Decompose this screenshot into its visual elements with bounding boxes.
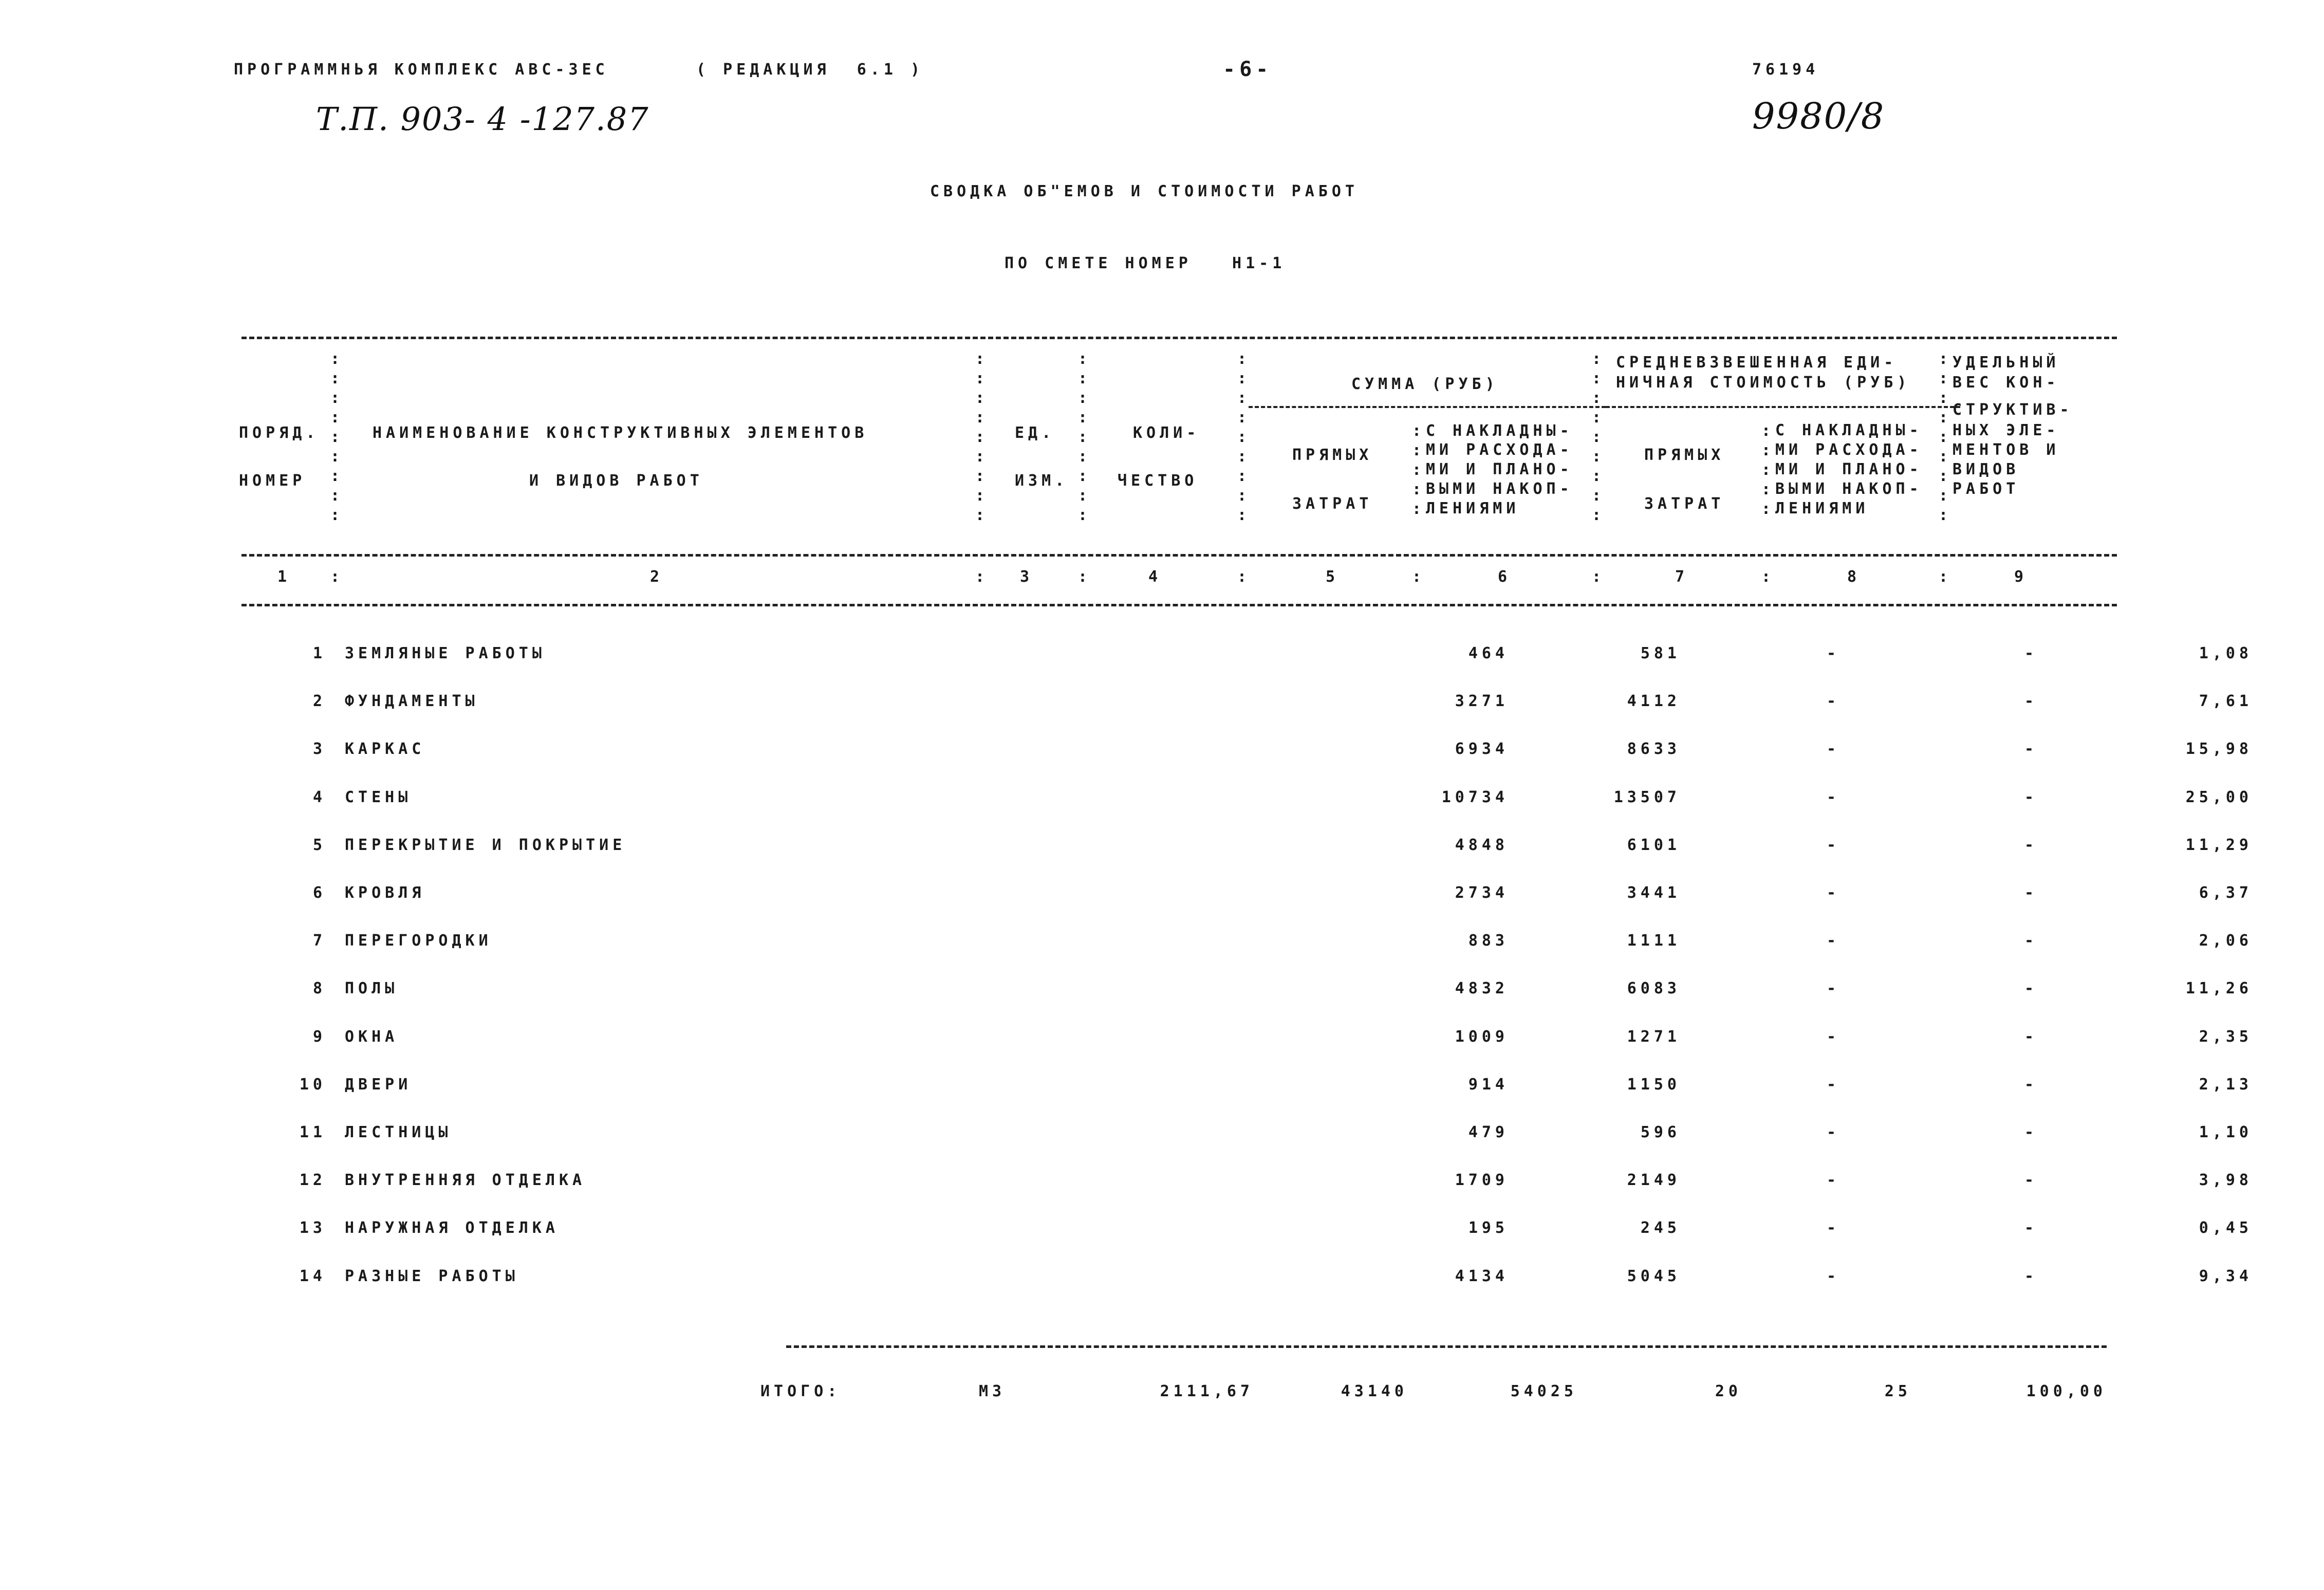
row-with-overheads: 581 — [1640, 644, 1681, 663]
row-avg-overheads: - — [2024, 644, 2038, 663]
header-c9-line5: МЕНТОВ И — [1953, 441, 2060, 459]
colnum-5: 5 — [1326, 568, 1340, 586]
row-avg-overheads: - — [2024, 1027, 2038, 1046]
row-name: ДВЕРИ — [345, 1075, 412, 1094]
colnum-4: 4 — [1148, 568, 1162, 586]
row-direct-costs: 4848 — [1455, 836, 1509, 854]
table-row — [226, 917, 2253, 965]
row-avg-overheads: - — [2024, 979, 2038, 998]
row-name: ВНУТРЕННЯЯ ОТДЕЛКА — [345, 1171, 586, 1190]
table-row — [226, 1156, 2253, 1204]
table-row — [226, 965, 2253, 1012]
header-group-sum: СУММА (РУБ) — [1351, 375, 1499, 393]
table-row — [226, 725, 2253, 773]
total-share: 100,00 — [2026, 1382, 2107, 1400]
table-row — [226, 1061, 2253, 1108]
row-share: 2,13 — [2199, 1075, 2253, 1094]
rule-group2 — [1606, 406, 1960, 408]
handwritten-sheet-number: 9980/8 — [1752, 95, 1885, 137]
colnum-1: 1 — [277, 568, 291, 586]
row-with-overheads: 6101 — [1627, 836, 1681, 854]
handwritten-project-number: Т.П. 903- 4 -127.87 — [316, 100, 649, 138]
row-direct-costs: 1709 — [1455, 1171, 1509, 1190]
row-direct-costs: 195 — [1468, 1219, 1509, 1237]
row-share: 1,08 — [2199, 644, 2253, 663]
row-avg-direct: - — [1826, 979, 1840, 998]
header-c6-line5: ЛЕНИЯМИ — [1426, 500, 1520, 517]
total-quantity: 2111,67 — [1160, 1382, 1254, 1400]
row-direct-costs: 10734 — [1441, 788, 1509, 806]
row-name: ПОЛЫ — [345, 979, 399, 998]
header-c8-line1: С НАКЛАДНЫ- — [1775, 421, 1923, 439]
row-direct-costs: 464 — [1468, 644, 1509, 663]
colnum-9: 9 — [2014, 568, 2028, 586]
document-code: 76194 — [1752, 61, 1819, 79]
row-share: 2,06 — [2199, 932, 2253, 950]
table-row — [226, 1108, 2253, 1156]
header-c2-line1: НАИМЕНОВАНИЕ КОНСТРУКТИВНЫХ ЭЛЕМЕНТОВ — [373, 424, 868, 442]
header-c5-line1: ПРЯМЫХ — [1292, 446, 1373, 464]
separator-col7: : : : : : — [1761, 422, 1771, 518]
colnum-sep: : — [1412, 568, 1422, 586]
row-share: 1,10 — [2199, 1123, 2253, 1141]
separator-col1: : : : : : : : : : — [330, 350, 340, 524]
row-number: 7 — [312, 932, 326, 950]
header-c9-line6: ВИДОВ — [1953, 460, 2020, 478]
row-avg-direct: - — [1826, 644, 1840, 663]
row-avg-overheads: - — [2024, 692, 2038, 711]
row-name: ОКНА — [345, 1027, 399, 1046]
row-number: 3 — [312, 740, 326, 759]
row-share: 11,26 — [2185, 979, 2253, 998]
header-c2-line2: И ВИДОВ РАБОТ — [529, 472, 703, 490]
header-group-avg-line1: СРЕДНЕВЗВЕШЕННАЯ ЕДИ- — [1616, 354, 1898, 372]
row-avg-overheads: - — [2024, 1267, 2038, 1285]
colnum-sep: : — [1761, 568, 1771, 586]
row-with-overheads: 1111 — [1627, 932, 1681, 950]
header-c1-line1: ПОРЯД. — [239, 424, 320, 442]
colnum-sep: : — [330, 568, 340, 586]
row-number: 2 — [312, 692, 326, 711]
row-direct-costs: 4134 — [1455, 1267, 1509, 1285]
row-share: 6,37 — [2199, 884, 2253, 902]
row-number: 5 — [312, 836, 326, 854]
header-c3-line1: ЕД. — [1015, 424, 1055, 442]
rule-header-bottom — [241, 554, 2117, 557]
row-avg-direct: - — [1826, 1123, 1840, 1141]
row-avg-overheads: - — [2024, 1075, 2038, 1094]
row-number: 6 — [312, 884, 326, 902]
total-unit: М3 — [979, 1382, 1006, 1400]
header-c9-line3: СТРУКТИВ- — [1953, 401, 2073, 419]
row-number: 13 — [299, 1219, 326, 1237]
row-avg-overheads: - — [2024, 836, 2038, 854]
row-number: 12 — [299, 1171, 326, 1190]
row-with-overheads: 596 — [1640, 1123, 1681, 1141]
header-c8-line2: МИ РАСХОДА- — [1775, 441, 1923, 459]
edition: ( РЕДАКЦИЯ 6.1 ) — [696, 61, 924, 79]
row-avg-direct: - — [1826, 1267, 1840, 1285]
row-direct-costs: 914 — [1468, 1075, 1509, 1094]
colnum-3: 3 — [1020, 568, 1034, 586]
row-share: 25,00 — [2185, 788, 2253, 806]
row-avg-overheads: - — [2024, 1123, 2038, 1141]
colnum-2: 2 — [650, 568, 664, 586]
row-avg-overheads: - — [2024, 932, 2038, 950]
table-row — [226, 869, 2253, 917]
rule-total — [786, 1345, 2107, 1348]
header-c9-line2: ВЕС КОН- — [1953, 374, 2060, 392]
row-name: НАРУЖНАЯ ОТДЕЛКА — [345, 1219, 559, 1237]
table-row — [226, 1013, 2253, 1061]
row-direct-costs: 4832 — [1455, 979, 1509, 998]
header-c6-line3: МИ И ПЛАНО- — [1426, 460, 1573, 478]
table-row — [226, 630, 2253, 677]
data-table-body — [226, 630, 2253, 1300]
row-name: ПЕРЕКРЫТИЕ И ПОКРЫТИЕ — [345, 836, 626, 854]
table-row — [226, 1204, 2253, 1252]
row-share: 3,98 — [2199, 1171, 2253, 1190]
header-c4-line1: КОЛИ- — [1133, 424, 1200, 442]
row-with-overheads: 13507 — [1613, 788, 1681, 806]
rule-numbers-bottom — [241, 604, 2117, 606]
row-name: СТЕНЫ — [345, 788, 412, 806]
row-avg-overheads: - — [2024, 1219, 2038, 1237]
row-with-overheads: 245 — [1640, 1219, 1681, 1237]
row-direct-costs: 3271 — [1455, 692, 1509, 711]
total-avg-direct: 20 — [1715, 1382, 1742, 1400]
header-c4-line2: ЧЕСТВО — [1118, 472, 1198, 490]
row-share: 9,34 — [2199, 1267, 2253, 1285]
header-c9-line4: НЫХ ЭЛЕ- — [1953, 421, 2060, 439]
header-c8-line5: ЛЕНИЯМИ — [1775, 500, 1869, 517]
row-avg-direct: - — [1826, 1171, 1840, 1190]
row-avg-overheads: - — [2024, 884, 2038, 902]
row-number: 1 — [312, 644, 326, 663]
row-with-overheads: 8633 — [1627, 740, 1681, 759]
rule-top — [241, 337, 2117, 339]
row-direct-costs: 1009 — [1455, 1027, 1509, 1046]
row-number: 10 — [299, 1075, 326, 1094]
row-avg-direct: - — [1826, 1219, 1840, 1237]
header-c8-line3: МИ И ПЛАНО- — [1775, 460, 1923, 478]
separator-col2: : : : : : : : : : — [975, 350, 985, 524]
row-number: 8 — [312, 979, 326, 998]
row-name: ЛЕСТНИЦЫ — [345, 1123, 452, 1141]
row-with-overheads: 1150 — [1627, 1075, 1681, 1094]
row-name: РАЗНЫЕ РАБОТЫ — [345, 1267, 519, 1285]
row-name: ЗЕМЛЯНЫЕ РАБОТЫ — [345, 644, 546, 663]
row-share: 0,45 — [2199, 1219, 2253, 1237]
colnum-sep: : — [1078, 568, 1088, 586]
header-c9-line1: УДЕЛЬНЫЙ — [1953, 354, 2060, 372]
report-title: СВОДКА ОБ"ЕМОВ И СТОИМОСТИ РАБОТ — [930, 182, 1359, 200]
report-subtitle: ПО СМЕТЕ НОМЕР Н1-1 — [1005, 254, 1286, 272]
header-c9-line7: РАБОТ — [1953, 480, 2020, 498]
row-number: 14 — [299, 1267, 326, 1285]
header-c6-line1: С НАКЛАДНЫ- — [1426, 422, 1573, 440]
row-with-overheads: 6083 — [1627, 979, 1681, 998]
total-with-overheads: 54025 — [1510, 1382, 1577, 1400]
row-avg-direct: - — [1826, 932, 1840, 950]
header-c5-line2: ЗАТРАТ — [1292, 495, 1373, 513]
row-with-overheads: 5045 — [1627, 1267, 1681, 1285]
header-c7-line2: ЗАТРАТ — [1644, 495, 1725, 513]
row-name: КАРКАС — [345, 740, 425, 759]
colnum-sep: : — [1237, 568, 1247, 586]
header-c6-line2: МИ РАСХОДА- — [1426, 441, 1573, 459]
row-direct-costs: 479 — [1468, 1123, 1509, 1141]
row-avg-direct: - — [1826, 692, 1840, 711]
row-direct-costs: 2734 — [1455, 884, 1509, 902]
header-c3-line2: ИЗМ. — [1015, 472, 1069, 490]
table-row — [226, 1252, 2253, 1300]
row-avg-direct: - — [1826, 788, 1840, 806]
total-label: ИТОГО: — [760, 1382, 841, 1400]
row-number: 11 — [299, 1123, 326, 1141]
row-with-overheads: 1271 — [1627, 1027, 1681, 1046]
header-group-avg-line2: НИЧНАЯ СТОИМОСТЬ (РУБ) — [1616, 374, 1911, 392]
program-name: ПРОГРАММНЬЯ КОМПЛЕКС АВС-ЗЕС — [234, 61, 609, 79]
row-direct-costs: 883 — [1468, 932, 1509, 950]
total-avg-overheads: 25 — [1884, 1382, 1911, 1400]
colnum-8: 8 — [1847, 568, 1861, 586]
row-number: 4 — [312, 788, 326, 806]
row-name: ПЕРЕГОРОДКИ — [345, 932, 492, 950]
colnum-6: 6 — [1498, 568, 1512, 586]
row-share: 15,98 — [2185, 740, 2253, 759]
row-share: 7,61 — [2199, 692, 2253, 711]
row-share: 2,35 — [2199, 1027, 2253, 1046]
row-avg-direct: - — [1826, 884, 1840, 902]
row-name: КРОВЛЯ — [345, 884, 425, 902]
colnum-sep: : — [1592, 568, 1602, 586]
header-c6-line4: ВЫМИ НАКОП- — [1426, 480, 1573, 498]
row-name: ФУНДАМЕНТЫ — [345, 692, 479, 711]
table-row — [226, 677, 2253, 725]
colnum-sep: : — [1939, 568, 1948, 586]
colnum-sep: : — [975, 568, 985, 586]
row-direct-costs: 6934 — [1455, 740, 1509, 759]
data-table — [226, 630, 2253, 1300]
row-with-overheads: 2149 — [1627, 1171, 1681, 1190]
row-number: 9 — [312, 1027, 326, 1046]
row-avg-overheads: - — [2024, 1171, 2038, 1190]
header-c1-line2: НОМЕР — [239, 472, 306, 490]
table-row — [226, 773, 2253, 821]
row-avg-direct: - — [1826, 1075, 1840, 1094]
row-avg-overheads: - — [2024, 788, 2038, 806]
row-avg-overheads: - — [2024, 740, 2038, 759]
separator-col6: : : : : : : : : : — [1592, 350, 1602, 524]
row-avg-direct: - — [1826, 836, 1840, 854]
separator-col3: : : : : : : : : : — [1078, 350, 1088, 524]
separator-col5: : : : : : — [1412, 422, 1422, 518]
separator-col4: : : : : : : : : : — [1237, 350, 1247, 524]
row-share: 11,29 — [2185, 836, 2253, 854]
header-c7-line1: ПРЯМЫХ — [1644, 446, 1725, 464]
row-avg-direct: - — [1826, 740, 1840, 759]
header-c8-line4: ВЫМИ НАКОП- — [1775, 480, 1923, 498]
row-with-overheads: 4112 — [1627, 692, 1681, 711]
total-direct-costs: 43140 — [1341, 1382, 1408, 1400]
table-row — [226, 821, 2253, 869]
row-with-overheads: 3441 — [1627, 884, 1681, 902]
rule-group1 — [1249, 406, 1606, 408]
colnum-7: 7 — [1675, 568, 1689, 586]
separator-col8: : : : : : : : : : — [1939, 350, 1948, 524]
page-number: -6- — [1223, 58, 1273, 81]
row-avg-direct: - — [1826, 1027, 1840, 1046]
